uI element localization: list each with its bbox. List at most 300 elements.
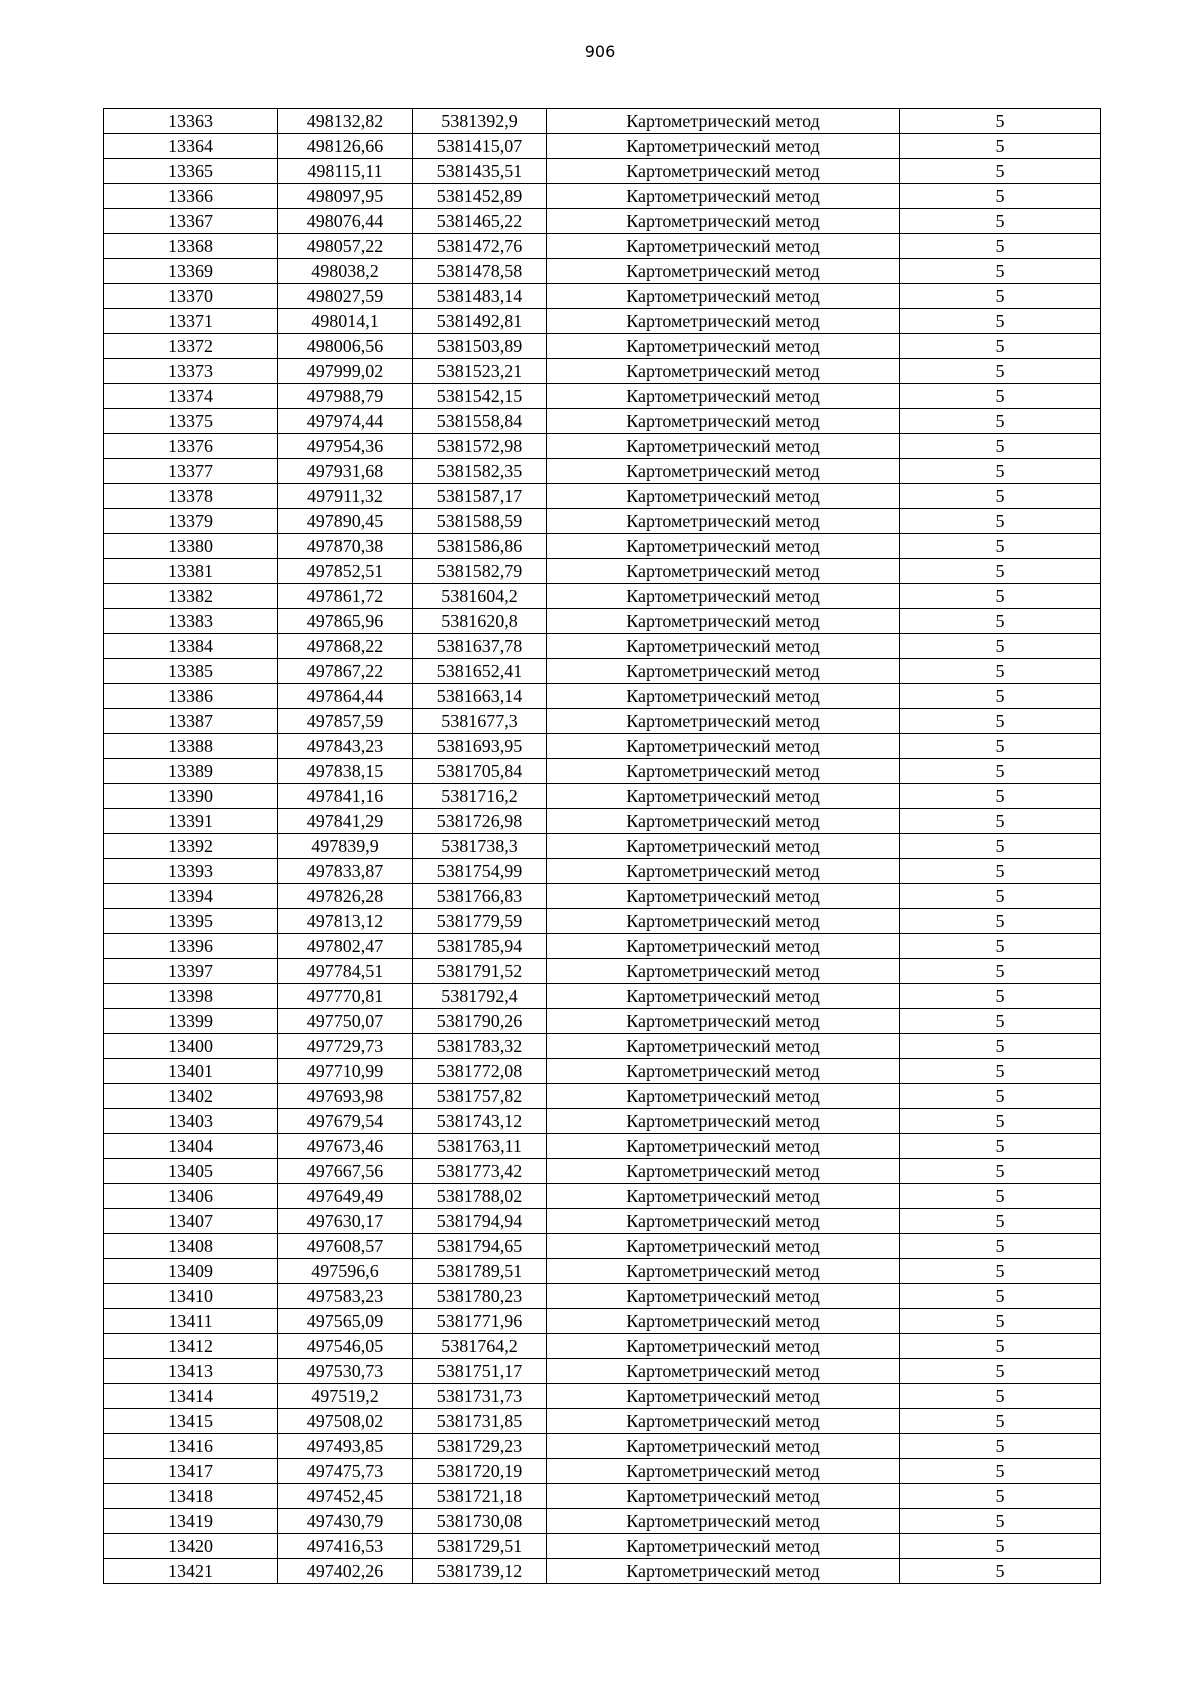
method-cell: Картометрический метод xyxy=(547,559,900,584)
table-row xyxy=(104,1409,1101,1434)
table-row xyxy=(104,784,1101,809)
accuracy-cell: 5 xyxy=(900,109,1101,134)
x-coordinate-cell: 497416,53 xyxy=(278,1534,413,1559)
accuracy-cell: 5 xyxy=(900,409,1101,434)
x-coordinate-cell: 497784,51 xyxy=(278,959,413,984)
point-number-cell: 13365 xyxy=(104,159,278,184)
point-number-cell: 13417 xyxy=(104,1459,278,1484)
x-coordinate-cell: 497679,54 xyxy=(278,1109,413,1134)
coordinates-table xyxy=(103,108,1101,1584)
table-row xyxy=(104,484,1101,509)
point-number-cell: 13408 xyxy=(104,1234,278,1259)
y-coordinate-cell: 5381726,98 xyxy=(413,809,547,834)
x-coordinate-cell: 497530,73 xyxy=(278,1359,413,1384)
method-cell: Картометрический метод xyxy=(547,409,900,434)
point-number-cell: 13411 xyxy=(104,1309,278,1334)
method-cell: Картометрический метод xyxy=(547,534,900,559)
method-cell: Картометрический метод xyxy=(547,159,900,184)
point-number-cell: 13415 xyxy=(104,1409,278,1434)
table-row xyxy=(104,409,1101,434)
y-coordinate-cell: 5381693,95 xyxy=(413,734,547,759)
point-number-cell: 13413 xyxy=(104,1359,278,1384)
point-number-cell: 13363 xyxy=(104,109,278,134)
method-cell: Картометрический метод xyxy=(547,459,900,484)
method-cell: Картометрический метод xyxy=(547,334,900,359)
x-coordinate-cell: 497865,96 xyxy=(278,609,413,634)
point-number-cell: 13406 xyxy=(104,1184,278,1209)
page-number: 906 xyxy=(584,42,616,61)
method-cell: Картометрический метод xyxy=(547,309,900,334)
table-row xyxy=(104,1009,1101,1034)
y-coordinate-cell: 5381677,3 xyxy=(413,709,547,734)
point-number-cell: 13419 xyxy=(104,1509,278,1534)
table-row xyxy=(104,984,1101,1009)
y-coordinate-cell: 5381716,2 xyxy=(413,784,547,809)
table-row xyxy=(104,1484,1101,1509)
point-number-cell: 13414 xyxy=(104,1384,278,1409)
point-number-cell: 13366 xyxy=(104,184,278,209)
y-coordinate-cell: 5381586,86 xyxy=(413,534,547,559)
accuracy-cell: 5 xyxy=(900,559,1101,584)
table-row xyxy=(104,234,1101,259)
point-number-cell: 13367 xyxy=(104,209,278,234)
y-coordinate-cell: 5381705,84 xyxy=(413,759,547,784)
accuracy-cell: 5 xyxy=(900,534,1101,559)
method-cell: Картометрический метод xyxy=(547,1359,900,1384)
method-cell: Картометрический метод xyxy=(547,359,900,384)
table-row xyxy=(104,384,1101,409)
y-coordinate-cell: 5381620,8 xyxy=(413,609,547,634)
x-coordinate-cell: 498006,56 xyxy=(278,334,413,359)
x-coordinate-cell: 498014,1 xyxy=(278,309,413,334)
x-coordinate-cell: 497493,85 xyxy=(278,1434,413,1459)
method-cell: Картометрический метод xyxy=(547,659,900,684)
x-coordinate-cell: 497729,73 xyxy=(278,1034,413,1059)
accuracy-cell: 5 xyxy=(900,734,1101,759)
y-coordinate-cell: 5381483,14 xyxy=(413,284,547,309)
point-number-cell: 13372 xyxy=(104,334,278,359)
point-number-cell: 13381 xyxy=(104,559,278,584)
point-number-cell: 13421 xyxy=(104,1559,278,1584)
y-coordinate-cell: 5381478,58 xyxy=(413,259,547,284)
y-coordinate-cell: 5381772,08 xyxy=(413,1059,547,1084)
x-coordinate-cell: 497596,6 xyxy=(278,1259,413,1284)
accuracy-cell: 5 xyxy=(900,1484,1101,1509)
accuracy-cell: 5 xyxy=(900,159,1101,184)
table-row xyxy=(104,1309,1101,1334)
y-coordinate-cell: 5381435,51 xyxy=(413,159,547,184)
method-cell: Картометрический метод xyxy=(547,284,900,309)
accuracy-cell: 5 xyxy=(900,1334,1101,1359)
table-row xyxy=(104,1459,1101,1484)
y-coordinate-cell: 5381785,94 xyxy=(413,934,547,959)
y-coordinate-cell: 5381392,9 xyxy=(413,109,547,134)
x-coordinate-cell: 497693,98 xyxy=(278,1084,413,1109)
x-coordinate-cell: 497870,38 xyxy=(278,534,413,559)
y-coordinate-cell: 5381731,73 xyxy=(413,1384,547,1409)
method-cell: Картометрический метод xyxy=(547,484,900,509)
point-number-cell: 13374 xyxy=(104,384,278,409)
x-coordinate-cell: 498115,11 xyxy=(278,159,413,184)
table-row xyxy=(104,634,1101,659)
point-number-cell: 13402 xyxy=(104,1084,278,1109)
point-number-cell: 13370 xyxy=(104,284,278,309)
accuracy-cell: 5 xyxy=(900,259,1101,284)
y-coordinate-cell: 5381751,17 xyxy=(413,1359,547,1384)
method-cell: Картометрический метод xyxy=(547,1409,900,1434)
table-row xyxy=(104,959,1101,984)
method-cell: Картометрический метод xyxy=(547,834,900,859)
y-coordinate-cell: 5381731,85 xyxy=(413,1409,547,1434)
method-cell: Картометрический метод xyxy=(547,634,900,659)
table-row xyxy=(104,1084,1101,1109)
y-coordinate-cell: 5381754,99 xyxy=(413,859,547,884)
point-number-cell: 13377 xyxy=(104,459,278,484)
method-cell: Картометрический метод xyxy=(547,1084,900,1109)
method-cell: Картометрический метод xyxy=(547,434,900,459)
point-number-cell: 13375 xyxy=(104,409,278,434)
point-number-cell: 13380 xyxy=(104,534,278,559)
point-number-cell: 13373 xyxy=(104,359,278,384)
y-coordinate-cell: 5381766,83 xyxy=(413,884,547,909)
x-coordinate-cell: 497813,12 xyxy=(278,909,413,934)
method-cell: Картометрический метод xyxy=(547,259,900,284)
table-row xyxy=(104,434,1101,459)
method-cell: Картометрический метод xyxy=(547,1134,900,1159)
method-cell: Картометрический метод xyxy=(547,734,900,759)
table-row xyxy=(104,884,1101,909)
method-cell: Картометрический метод xyxy=(547,784,900,809)
x-coordinate-cell: 498076,44 xyxy=(278,209,413,234)
point-number-cell: 13387 xyxy=(104,709,278,734)
x-coordinate-cell: 497608,57 xyxy=(278,1234,413,1259)
x-coordinate-cell: 497864,44 xyxy=(278,684,413,709)
accuracy-cell: 5 xyxy=(900,759,1101,784)
y-coordinate-cell: 5381452,89 xyxy=(413,184,547,209)
accuracy-cell: 5 xyxy=(900,1059,1101,1084)
y-coordinate-cell: 5381492,81 xyxy=(413,309,547,334)
table-row xyxy=(104,159,1101,184)
method-cell: Картометрический метод xyxy=(547,1009,900,1034)
y-coordinate-cell: 5381652,41 xyxy=(413,659,547,684)
table-row xyxy=(104,509,1101,534)
x-coordinate-cell: 497583,23 xyxy=(278,1284,413,1309)
x-coordinate-cell: 497673,46 xyxy=(278,1134,413,1159)
accuracy-cell: 5 xyxy=(900,659,1101,684)
method-cell: Картометрический метод xyxy=(547,234,900,259)
y-coordinate-cell: 5381523,21 xyxy=(413,359,547,384)
y-coordinate-cell: 5381415,07 xyxy=(413,134,547,159)
y-coordinate-cell: 5381789,51 xyxy=(413,1259,547,1284)
y-coordinate-cell: 5381472,76 xyxy=(413,234,547,259)
table-row xyxy=(104,1234,1101,1259)
method-cell: Картометрический метод xyxy=(547,759,900,784)
y-coordinate-cell: 5381792,4 xyxy=(413,984,547,1009)
method-cell: Картометрический метод xyxy=(547,1234,900,1259)
table-row xyxy=(104,934,1101,959)
point-number-cell: 13379 xyxy=(104,509,278,534)
table-row xyxy=(104,609,1101,634)
table-row xyxy=(104,859,1101,884)
point-number-cell: 13371 xyxy=(104,309,278,334)
y-coordinate-cell: 5381465,22 xyxy=(413,209,547,234)
table-row xyxy=(104,1159,1101,1184)
x-coordinate-cell: 497750,07 xyxy=(278,1009,413,1034)
accuracy-cell: 5 xyxy=(900,1284,1101,1309)
y-coordinate-cell: 5381763,11 xyxy=(413,1134,547,1159)
accuracy-cell: 5 xyxy=(900,709,1101,734)
table-row xyxy=(104,734,1101,759)
accuracy-cell: 5 xyxy=(900,184,1101,209)
table-row xyxy=(104,1509,1101,1534)
x-coordinate-cell: 497802,47 xyxy=(278,934,413,959)
method-cell: Картометрический метод xyxy=(547,609,900,634)
accuracy-cell: 5 xyxy=(900,309,1101,334)
point-number-cell: 13410 xyxy=(104,1284,278,1309)
y-coordinate-cell: 5381604,2 xyxy=(413,584,547,609)
x-coordinate-cell: 497649,49 xyxy=(278,1184,413,1209)
point-number-cell: 13391 xyxy=(104,809,278,834)
x-coordinate-cell: 497861,72 xyxy=(278,584,413,609)
accuracy-cell: 5 xyxy=(900,1184,1101,1209)
accuracy-cell: 5 xyxy=(900,134,1101,159)
table-row xyxy=(104,759,1101,784)
table-row xyxy=(104,184,1101,209)
point-number-cell: 13392 xyxy=(104,834,278,859)
table-row xyxy=(104,659,1101,684)
y-coordinate-cell: 5381738,3 xyxy=(413,834,547,859)
method-cell: Картометрический метод xyxy=(547,684,900,709)
x-coordinate-cell: 497911,32 xyxy=(278,484,413,509)
x-coordinate-cell: 497954,36 xyxy=(278,434,413,459)
table-row xyxy=(104,1284,1101,1309)
x-coordinate-cell: 497974,44 xyxy=(278,409,413,434)
accuracy-cell: 5 xyxy=(900,509,1101,534)
point-number-cell: 13369 xyxy=(104,259,278,284)
point-number-cell: 13407 xyxy=(104,1209,278,1234)
point-number-cell: 13400 xyxy=(104,1034,278,1059)
y-coordinate-cell: 5381780,23 xyxy=(413,1284,547,1309)
x-coordinate-cell: 497833,87 xyxy=(278,859,413,884)
y-coordinate-cell: 5381743,12 xyxy=(413,1109,547,1134)
table-row xyxy=(104,1384,1101,1409)
x-coordinate-cell: 497852,51 xyxy=(278,559,413,584)
x-coordinate-cell: 498126,66 xyxy=(278,134,413,159)
point-number-cell: 13389 xyxy=(104,759,278,784)
table-row xyxy=(104,1359,1101,1384)
table-row xyxy=(104,209,1101,234)
y-coordinate-cell: 5381588,59 xyxy=(413,509,547,534)
y-coordinate-cell: 5381572,98 xyxy=(413,434,547,459)
accuracy-cell: 5 xyxy=(900,784,1101,809)
method-cell: Картометрический метод xyxy=(547,1334,900,1359)
table-row xyxy=(104,284,1101,309)
method-cell: Картометрический метод xyxy=(547,1559,900,1584)
point-number-cell: 13399 xyxy=(104,1009,278,1034)
point-number-cell: 13390 xyxy=(104,784,278,809)
accuracy-cell: 5 xyxy=(900,1534,1101,1559)
y-coordinate-cell: 5381637,78 xyxy=(413,634,547,659)
point-number-cell: 13384 xyxy=(104,634,278,659)
point-number-cell: 13403 xyxy=(104,1109,278,1134)
y-coordinate-cell: 5381730,08 xyxy=(413,1509,547,1534)
x-coordinate-cell: 497841,16 xyxy=(278,784,413,809)
accuracy-cell: 5 xyxy=(900,359,1101,384)
y-coordinate-cell: 5381779,59 xyxy=(413,909,547,934)
x-coordinate-cell: 497430,79 xyxy=(278,1509,413,1534)
table-row xyxy=(104,559,1101,584)
accuracy-cell: 5 xyxy=(900,1034,1101,1059)
point-number-cell: 13420 xyxy=(104,1534,278,1559)
y-coordinate-cell: 5381794,65 xyxy=(413,1234,547,1259)
y-coordinate-cell: 5381771,96 xyxy=(413,1309,547,1334)
accuracy-cell: 5 xyxy=(900,1234,1101,1259)
table-row xyxy=(104,1184,1101,1209)
x-coordinate-cell: 497868,22 xyxy=(278,634,413,659)
point-number-cell: 13409 xyxy=(104,1259,278,1284)
table-row xyxy=(104,534,1101,559)
point-number-cell: 13416 xyxy=(104,1434,278,1459)
method-cell: Картометрический метод xyxy=(547,1109,900,1134)
y-coordinate-cell: 5381720,19 xyxy=(413,1459,547,1484)
method-cell: Картометрический метод xyxy=(547,934,900,959)
point-number-cell: 13404 xyxy=(104,1134,278,1159)
point-number-cell: 13368 xyxy=(104,234,278,259)
table-row xyxy=(104,584,1101,609)
accuracy-cell: 5 xyxy=(900,284,1101,309)
point-number-cell: 13383 xyxy=(104,609,278,634)
accuracy-cell: 5 xyxy=(900,1434,1101,1459)
table-row xyxy=(104,1059,1101,1084)
x-coordinate-cell: 497546,05 xyxy=(278,1334,413,1359)
accuracy-cell: 5 xyxy=(900,484,1101,509)
y-coordinate-cell: 5381790,26 xyxy=(413,1009,547,1034)
x-coordinate-cell: 497630,17 xyxy=(278,1209,413,1234)
y-coordinate-cell: 5381757,82 xyxy=(413,1084,547,1109)
y-coordinate-cell: 5381582,79 xyxy=(413,559,547,584)
point-number-cell: 13394 xyxy=(104,884,278,909)
method-cell: Картометрический метод xyxy=(547,134,900,159)
accuracy-cell: 5 xyxy=(900,1359,1101,1384)
method-cell: Картометрический метод xyxy=(547,1434,900,1459)
point-number-cell: 13385 xyxy=(104,659,278,684)
x-coordinate-cell: 497999,02 xyxy=(278,359,413,384)
accuracy-cell: 5 xyxy=(900,1084,1101,1109)
x-coordinate-cell: 498038,2 xyxy=(278,259,413,284)
method-cell: Картометрический метод xyxy=(547,584,900,609)
accuracy-cell: 5 xyxy=(900,1009,1101,1034)
accuracy-cell: 5 xyxy=(900,884,1101,909)
method-cell: Картометрический метод xyxy=(547,1509,900,1534)
accuracy-cell: 5 xyxy=(900,1559,1101,1584)
y-coordinate-cell: 5381729,23 xyxy=(413,1434,547,1459)
method-cell: Картометрический метод xyxy=(547,1184,900,1209)
accuracy-cell: 5 xyxy=(900,1209,1101,1234)
y-coordinate-cell: 5381558,84 xyxy=(413,409,547,434)
table-row xyxy=(104,684,1101,709)
table-row xyxy=(104,909,1101,934)
y-coordinate-cell: 5381729,51 xyxy=(413,1534,547,1559)
method-cell: Картометрический метод xyxy=(547,884,900,909)
x-coordinate-cell: 497841,29 xyxy=(278,809,413,834)
method-cell: Картометрический метод xyxy=(547,909,900,934)
method-cell: Картометрический метод xyxy=(547,1484,900,1509)
point-number-cell: 13401 xyxy=(104,1059,278,1084)
table-row xyxy=(104,459,1101,484)
y-coordinate-cell: 5381783,32 xyxy=(413,1034,547,1059)
table-row xyxy=(104,134,1101,159)
accuracy-cell: 5 xyxy=(900,909,1101,934)
method-cell: Картометрический метод xyxy=(547,1309,900,1334)
accuracy-cell: 5 xyxy=(900,984,1101,1009)
point-number-cell: 13393 xyxy=(104,859,278,884)
table-row xyxy=(104,1109,1101,1134)
x-coordinate-cell: 497710,99 xyxy=(278,1059,413,1084)
table-row xyxy=(104,1259,1101,1284)
table-row xyxy=(104,1034,1101,1059)
method-cell: Картометрический метод xyxy=(547,209,900,234)
method-cell: Картометрический метод xyxy=(547,1459,900,1484)
method-cell: Картометрический метод xyxy=(547,1259,900,1284)
x-coordinate-cell: 498057,22 xyxy=(278,234,413,259)
table-row xyxy=(104,1534,1101,1559)
x-coordinate-cell: 497843,23 xyxy=(278,734,413,759)
y-coordinate-cell: 5381788,02 xyxy=(413,1184,547,1209)
point-number-cell: 13405 xyxy=(104,1159,278,1184)
y-coordinate-cell: 5381663,14 xyxy=(413,684,547,709)
accuracy-cell: 5 xyxy=(900,609,1101,634)
accuracy-cell: 5 xyxy=(900,859,1101,884)
accuracy-cell: 5 xyxy=(900,1159,1101,1184)
point-number-cell: 13412 xyxy=(104,1334,278,1359)
accuracy-cell: 5 xyxy=(900,1509,1101,1534)
accuracy-cell: 5 xyxy=(900,809,1101,834)
x-coordinate-cell: 497475,73 xyxy=(278,1459,413,1484)
x-coordinate-cell: 497988,79 xyxy=(278,384,413,409)
point-number-cell: 13378 xyxy=(104,484,278,509)
x-coordinate-cell: 497931,68 xyxy=(278,459,413,484)
point-number-cell: 13418 xyxy=(104,1484,278,1509)
method-cell: Картометрический метод xyxy=(547,1159,900,1184)
table-row xyxy=(104,1134,1101,1159)
x-coordinate-cell: 497839,9 xyxy=(278,834,413,859)
accuracy-cell: 5 xyxy=(900,434,1101,459)
table-row xyxy=(104,359,1101,384)
x-coordinate-cell: 497402,26 xyxy=(278,1559,413,1584)
table-row xyxy=(104,1559,1101,1584)
y-coordinate-cell: 5381791,52 xyxy=(413,959,547,984)
table-row xyxy=(104,1209,1101,1234)
accuracy-cell: 5 xyxy=(900,1134,1101,1159)
method-cell: Картометрический метод xyxy=(547,1534,900,1559)
accuracy-cell: 5 xyxy=(900,209,1101,234)
accuracy-cell: 5 xyxy=(900,934,1101,959)
accuracy-cell: 5 xyxy=(900,634,1101,659)
x-coordinate-cell: 498097,95 xyxy=(278,184,413,209)
y-coordinate-cell: 5381721,18 xyxy=(413,1484,547,1509)
table-body xyxy=(104,109,1101,1584)
point-number-cell: 13398 xyxy=(104,984,278,1009)
point-number-cell: 13396 xyxy=(104,934,278,959)
method-cell: Картометрический метод xyxy=(547,184,900,209)
table-row xyxy=(104,334,1101,359)
point-number-cell: 13382 xyxy=(104,584,278,609)
method-cell: Картометрический метод xyxy=(547,509,900,534)
method-cell: Картометрический метод xyxy=(547,1059,900,1084)
y-coordinate-cell: 5381587,17 xyxy=(413,484,547,509)
point-number-cell: 13388 xyxy=(104,734,278,759)
accuracy-cell: 5 xyxy=(900,834,1101,859)
